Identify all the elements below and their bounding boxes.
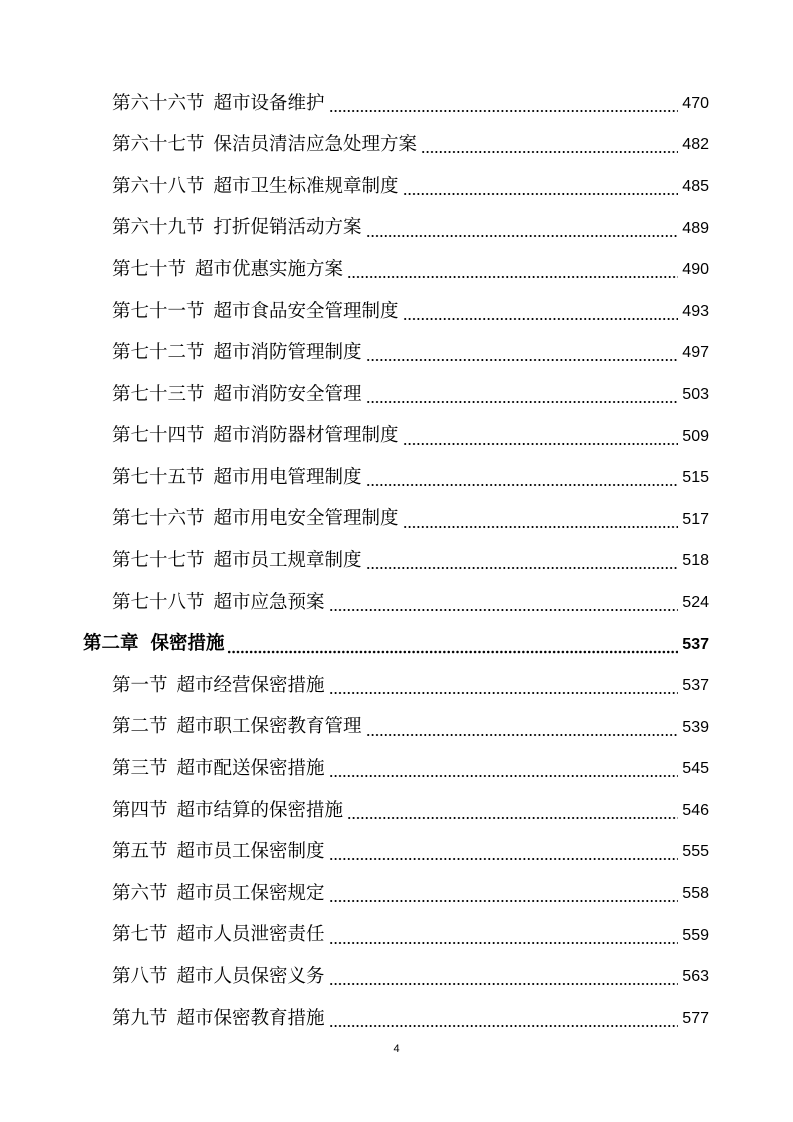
toc-section-number: 第六十六节 bbox=[112, 92, 205, 114]
toc-chapter-number: 第二章 bbox=[83, 633, 139, 655]
toc-section-title: 超市人员保密义务 bbox=[176, 966, 325, 988]
toc-entry[interactable] bbox=[0, 416, 793, 458]
toc-page-number: 539 bbox=[682, 718, 709, 736]
toc-chapter-entry[interactable] bbox=[0, 624, 793, 666]
toc-section-number: 第六十七节 bbox=[112, 134, 205, 156]
toc-section-number: 第七十六节 bbox=[112, 508, 205, 530]
toc-page-number: 470 bbox=[682, 94, 709, 112]
toc-section-title: 超市优惠实施方案 bbox=[195, 258, 344, 280]
toc-chapter-title: 保密措施 bbox=[150, 633, 225, 655]
dot-leader bbox=[366, 385, 679, 405]
toc-section-title: 打折促销活动方案 bbox=[213, 217, 362, 239]
toc-entry[interactable] bbox=[0, 665, 793, 707]
dot-leader bbox=[366, 718, 679, 738]
toc-section-number: 第三节 bbox=[112, 758, 168, 780]
dot-leader bbox=[366, 551, 679, 571]
toc-section-number: 第六十八节 bbox=[112, 175, 205, 197]
dot-leader bbox=[329, 1009, 679, 1029]
toc-section-number: 第七十一节 bbox=[112, 300, 205, 322]
toc-section-number: 第七十节 bbox=[112, 258, 187, 280]
toc-section-number: 第八节 bbox=[112, 966, 168, 988]
toc-section-title: 超市卫生标准规章制度 bbox=[213, 175, 399, 197]
toc-page-number: 577 bbox=[682, 1009, 709, 1027]
dot-leader bbox=[366, 219, 679, 239]
toc-section-title: 超市经营保密措施 bbox=[176, 674, 325, 696]
toc-page-number: 555 bbox=[682, 843, 709, 861]
toc-entry[interactable] bbox=[0, 166, 793, 208]
dot-leader bbox=[403, 302, 679, 322]
toc-entry[interactable] bbox=[0, 956, 793, 998]
toc-page-number: 537 bbox=[682, 677, 709, 695]
dot-leader bbox=[329, 967, 679, 987]
dot-leader bbox=[227, 635, 679, 655]
toc-page-number: 503 bbox=[682, 385, 709, 403]
toc-section-title: 超市消防管理制度 bbox=[213, 342, 362, 364]
toc-entry[interactable] bbox=[0, 499, 793, 541]
toc-section-title: 超市员工保密规定 bbox=[176, 882, 325, 904]
toc-section-number: 第七十七节 bbox=[112, 550, 205, 572]
toc-section-number: 第七十三节 bbox=[112, 383, 205, 405]
dot-leader bbox=[329, 676, 679, 696]
toc-section-title: 保洁员清洁应急处理方案 bbox=[213, 134, 418, 156]
toc-entry[interactable] bbox=[0, 832, 793, 874]
toc-entry[interactable] bbox=[0, 125, 793, 167]
dot-leader bbox=[347, 801, 678, 821]
toc-entry[interactable] bbox=[0, 249, 793, 291]
toc-section-title: 超市消防器材管理制度 bbox=[213, 425, 399, 447]
toc-section-number: 第七十八节 bbox=[112, 591, 205, 613]
toc-page-number: 485 bbox=[682, 177, 709, 195]
toc-entry[interactable] bbox=[0, 333, 793, 375]
toc-section-title: 超市结算的保密措施 bbox=[176, 799, 344, 821]
dot-leader bbox=[347, 260, 678, 280]
toc-section-number: 第七十五节 bbox=[112, 466, 205, 488]
dot-leader bbox=[329, 884, 679, 904]
toc-section-title: 超市员工保密制度 bbox=[176, 841, 325, 863]
toc-section-number: 第五节 bbox=[112, 841, 168, 863]
toc-section-title: 超市应急预案 bbox=[213, 591, 325, 613]
toc-section-number: 第六节 bbox=[112, 882, 168, 904]
table-of-contents bbox=[0, 83, 793, 1040]
toc-section-title: 超市消防安全管理 bbox=[213, 383, 362, 405]
toc-page-number: 517 bbox=[682, 510, 709, 528]
toc-page-number: 509 bbox=[682, 427, 709, 445]
toc-page-number: 537 bbox=[682, 635, 709, 653]
toc-page-number: 515 bbox=[682, 469, 709, 487]
toc-page-number: 524 bbox=[682, 593, 709, 611]
toc-page-number: 558 bbox=[682, 885, 709, 903]
toc-page-number: 497 bbox=[682, 344, 709, 362]
toc-page-number: 482 bbox=[682, 136, 709, 154]
toc-section-title: 超市职工保密教育管理 bbox=[176, 716, 362, 738]
toc-section-title: 超市设备维护 bbox=[213, 92, 325, 114]
toc-page-number: 490 bbox=[682, 261, 709, 279]
toc-entry[interactable] bbox=[0, 998, 793, 1040]
dot-leader bbox=[329, 759, 679, 779]
toc-section-title: 超市用电管理制度 bbox=[213, 466, 362, 488]
toc-section-number: 第七节 bbox=[112, 924, 168, 946]
toc-page-number: 559 bbox=[682, 926, 709, 944]
toc-section-title: 超市人员泄密责任 bbox=[176, 924, 325, 946]
dot-leader bbox=[329, 926, 679, 946]
toc-entry[interactable] bbox=[0, 457, 793, 499]
toc-section-number: 第七十二节 bbox=[112, 342, 205, 364]
toc-entry[interactable] bbox=[0, 873, 793, 915]
dot-leader bbox=[329, 94, 679, 114]
dot-leader bbox=[403, 177, 679, 197]
toc-section-number: 第二节 bbox=[112, 716, 168, 738]
toc-entry[interactable] bbox=[0, 915, 793, 957]
toc-entry[interactable] bbox=[0, 707, 793, 749]
toc-page-number: 518 bbox=[682, 552, 709, 570]
toc-page-number: 545 bbox=[682, 760, 709, 778]
toc-entry[interactable] bbox=[0, 208, 793, 250]
toc-entry[interactable] bbox=[0, 749, 793, 791]
toc-section-number: 第一节 bbox=[112, 674, 168, 696]
toc-entry[interactable] bbox=[0, 541, 793, 583]
toc-section-number: 第七十四节 bbox=[112, 425, 205, 447]
toc-page-number: 563 bbox=[682, 968, 709, 986]
toc-section-title: 超市食品安全管理制度 bbox=[213, 300, 399, 322]
dot-leader bbox=[366, 468, 679, 488]
dot-leader bbox=[403, 427, 679, 447]
toc-page-number: 489 bbox=[682, 219, 709, 237]
toc-section-number: 第六十九节 bbox=[112, 217, 205, 239]
toc-section-title: 超市员工规章制度 bbox=[213, 550, 362, 572]
toc-section-title: 超市保密教育措施 bbox=[176, 1007, 325, 1029]
toc-page-number: 546 bbox=[682, 801, 709, 819]
dot-leader bbox=[366, 343, 679, 363]
dot-leader bbox=[329, 842, 679, 862]
dot-leader bbox=[421, 135, 678, 155]
page-number: 4 bbox=[393, 1043, 400, 1055]
toc-entry[interactable] bbox=[0, 291, 793, 333]
toc-entry[interactable] bbox=[0, 374, 793, 416]
toc-page-number: 493 bbox=[682, 302, 709, 320]
toc-entry[interactable] bbox=[0, 790, 793, 832]
toc-entry[interactable] bbox=[0, 83, 793, 125]
dot-leader bbox=[403, 510, 679, 530]
toc-section-title: 超市用电安全管理制度 bbox=[213, 508, 399, 530]
toc-entry[interactable] bbox=[0, 582, 793, 624]
toc-section-number: 第九节 bbox=[112, 1007, 168, 1029]
toc-section-title: 超市配送保密措施 bbox=[176, 758, 325, 780]
toc-section-number: 第四节 bbox=[112, 799, 168, 821]
dot-leader bbox=[329, 593, 679, 613]
